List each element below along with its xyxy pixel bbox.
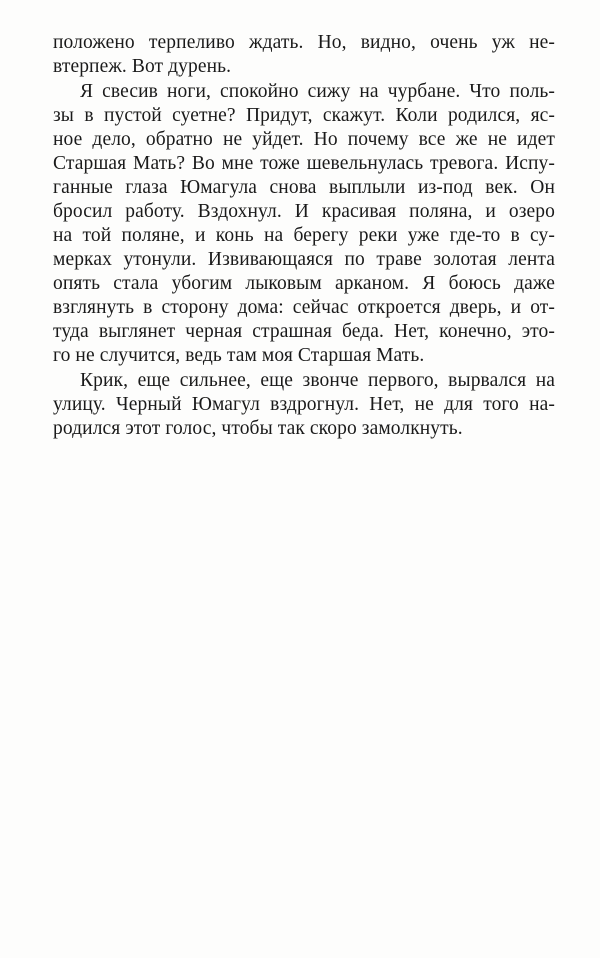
text-line: положено терпеливо ждать. Но, видно, очень уж не- <box>53 32 555 53</box>
text-line: родился этот голос, чтобы так скоро замолкнуть. <box>53 418 463 439</box>
text-line: втерпеж. Вот дурень. <box>53 56 232 77</box>
text-line: Старшая Мать? Во мне тоже шевельнулась тревога. Испу- <box>53 153 555 174</box>
text-line: Крик, еще сильнее, еще звонче первого, вырвался на <box>80 370 555 391</box>
text-line: ганные глаза Юмагула снова выплыли из-под век. Он <box>53 177 555 198</box>
text-line: улицу. Черный Юмагул вздрогнул. Нет, не для того на- <box>53 394 555 415</box>
text-line: взглянуть в сторону дома: сейчас откроется дверь, и от- <box>53 297 555 318</box>
text-line: зы в пустой суетне? Придут, скажут. Коли родился, яс- <box>53 105 555 126</box>
text-line: на той поляне, и конь на берегу реки уже где-то в су- <box>53 225 555 246</box>
text-line: го не случится, ведь там моя Старшая Мать. <box>53 345 425 366</box>
text-line: бросил работу. Вздохнул. И красивая поляна, и озеро <box>53 201 555 222</box>
text-line: Я свесив ноги, спокойно сижу на чурбане. Что поль- <box>80 81 555 102</box>
text-line: ное дело, обратно не уйдет. Но почему все же не идет <box>53 129 555 150</box>
text-line: мерках утонули. Извивающаяся по траве золотая лента <box>53 249 555 270</box>
text-line: опять стала убогим лыковым арканом. Я боюсь даже <box>53 273 555 294</box>
text-line: туда выглянет черная страшная беда. Нет, конечно, это- <box>53 321 555 342</box>
